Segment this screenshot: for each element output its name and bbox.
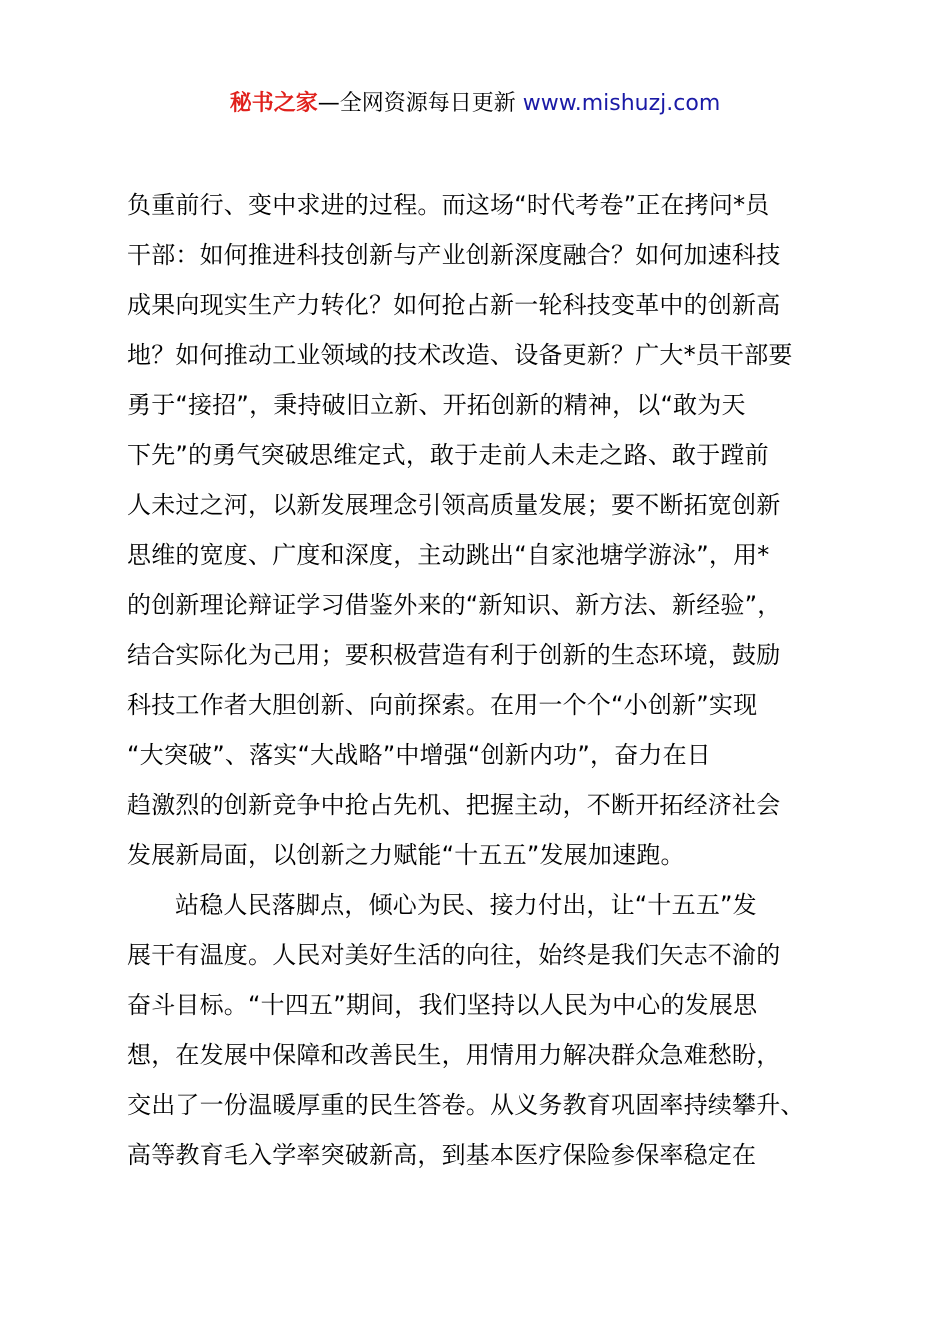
text-line: 交出了一份温暖厚重的民生答卷。从义务教育巩固率持续攀升、 [127, 1091, 805, 1119]
text-line: 勇于“接招”，秉持破旧立新、开拓创新的精神，以“敢为天 [127, 391, 746, 419]
text-line: 趋激烈的创新竞争中抢占先机、把握主动，不断开拓经济社会 [127, 791, 781, 819]
header-separator: — [317, 91, 340, 116]
text-line: 地？如何推动工业领域的技术改造、设备更新？广大*员干部要 [127, 341, 793, 369]
site-header [0, 88, 950, 120]
text-line: 干部：如何推进科技创新与产业创新深度融合？如何加速科技 [127, 241, 781, 269]
text-line: 人未过之河，以新发展理念引领高质量发展；要不断拓宽创新 [127, 491, 781, 519]
text-line: 结合实际化为己用；要积极营造有利于创新的生态环境，鼓励 [127, 641, 781, 669]
header-tagline: 全网资源每日更新 [339, 91, 516, 116]
text-line: “大突破”、落实“大战略”中增强“创新内功”，奋力在日 [127, 741, 711, 769]
text-line: 展干有温度。人民对美好生活的向往，始终是我们矢志不渝的 [127, 941, 781, 969]
text-line: 发展新局面，以创新之力赋能“十五五”发展加速跑。 [127, 841, 685, 869]
brand-name: 秘书之家 [229, 91, 318, 116]
text-line: 的创新理论辩证学习借鉴外来的“新知识、新方法、新经验”， [127, 591, 782, 619]
paragraph [127, 880, 837, 1180]
text-line: 高等教育毛入学率突破新高，到基本医疗保险参保率稳定在 [127, 1141, 757, 1169]
site-url-link[interactable]: www.mishuzj.com [522, 91, 721, 116]
text-line-first: 站稳人民落脚点，倾心为民、接力付出，让“十五五”发 [175, 891, 757, 919]
paragraph [127, 180, 837, 880]
text-line: 负重前行、变中求进的过程。而这场“时代考卷”正在拷问*员 [127, 191, 770, 219]
document-body [127, 180, 837, 1180]
text-line: 下先”的勇气突破思维定式，敢于走前人未走之路、敢于蹚前 [127, 441, 769, 469]
text-line: 想，在发展中保障和改善民生，用情用力解决群众急难愁盼， [127, 1041, 781, 1069]
text-line: 思维的宽度、广度和深度，主动跳出“自家池塘学游泳”，用* [127, 541, 770, 569]
text-line: 科技工作者大胆创新、向前探索。在用一个个“小创新”实现 [127, 691, 758, 719]
text-line: 奋斗目标。“十四五”期间，我们坚持以人民为中心的发展思 [127, 991, 758, 1019]
text-line: 成果向现实生产力转化？如何抢占新一轮科技变革中的创新高 [127, 291, 781, 319]
